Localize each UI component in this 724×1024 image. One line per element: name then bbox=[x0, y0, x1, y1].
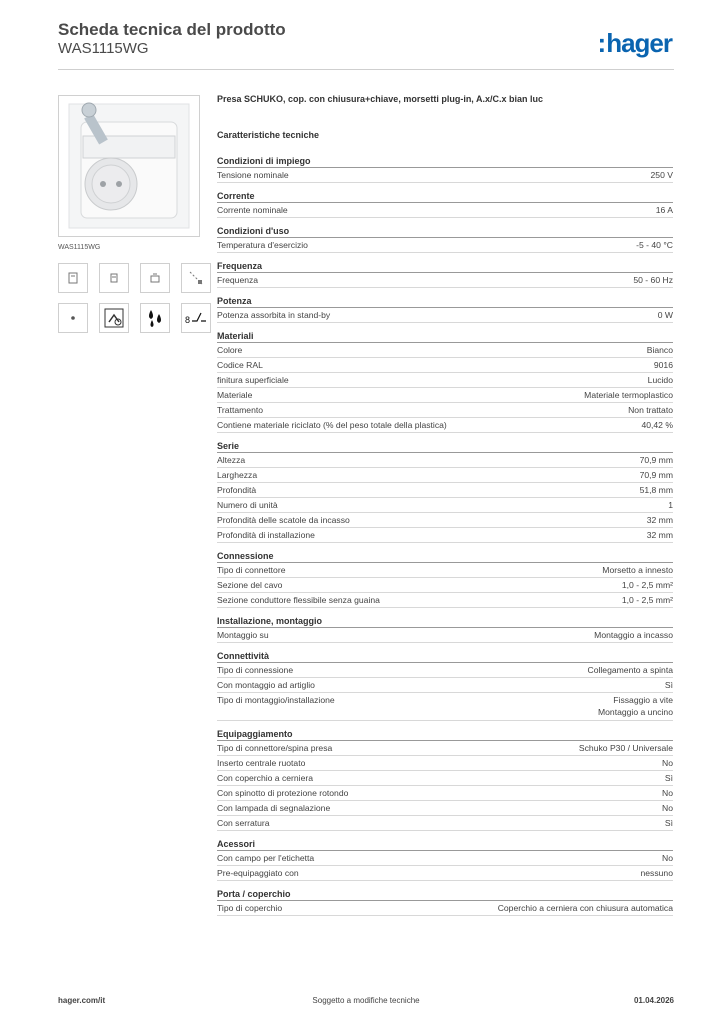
spec-section bbox=[217, 887, 673, 916]
spec-value bbox=[665, 771, 673, 785]
spec-label: Inserto centrale ruotato bbox=[217, 758, 306, 768]
spec-value-line: Sì bbox=[664, 818, 673, 828]
spec-value bbox=[579, 741, 673, 755]
spec-label: Frequenza bbox=[217, 275, 259, 285]
section-heading: Serie bbox=[217, 439, 673, 453]
spec-value-line: No bbox=[662, 758, 673, 768]
spec-row bbox=[217, 663, 673, 678]
spec-value bbox=[640, 468, 673, 482]
small-symbol-icon bbox=[58, 303, 88, 333]
spec-value-line: 1,0 - 2,5 mm² bbox=[621, 580, 673, 590]
image-caption: WAS1115WG bbox=[58, 244, 101, 251]
spec-label: finitura superficiale bbox=[217, 375, 289, 385]
spec-label: Colore bbox=[217, 345, 243, 355]
spec-value-line: 9016 bbox=[653, 360, 673, 370]
spec-value bbox=[641, 418, 673, 432]
feature-icons bbox=[58, 263, 198, 333]
spec-label: Con spinotto di protezione rotondo bbox=[217, 788, 349, 798]
spec-section bbox=[217, 259, 673, 288]
spec-row bbox=[217, 403, 673, 418]
spec-row bbox=[217, 901, 673, 916]
spec-value-line: Sì bbox=[664, 773, 673, 783]
mounting-type-icon bbox=[58, 263, 88, 293]
spec-label: Con campo per l'etichetta bbox=[217, 853, 315, 863]
tech-specs-title: Caratteristiche tecniche bbox=[217, 130, 320, 140]
spec-value bbox=[633, 273, 673, 287]
spec-value-line: No bbox=[662, 803, 673, 813]
spec-row bbox=[217, 693, 673, 721]
hager-logo[interactable]: :hager bbox=[597, 28, 672, 58]
spec-value-line: No bbox=[662, 788, 673, 798]
spec-row bbox=[217, 358, 673, 373]
footer-website-link[interactable]: hager.com/it bbox=[58, 996, 106, 1005]
spec-value-line: Non trattato bbox=[628, 405, 673, 415]
spec-value-line: 51,8 mm bbox=[639, 485, 673, 495]
spec-label: Tipo di montaggio/installazione bbox=[217, 695, 335, 705]
spec-value bbox=[656, 203, 673, 217]
spec-section bbox=[217, 224, 673, 253]
thermal-icon bbox=[99, 303, 129, 333]
spec-value-line: 16 A bbox=[655, 205, 673, 215]
spec-row bbox=[217, 528, 673, 543]
spec-label: Potenza assorbita in stand-by bbox=[217, 310, 331, 320]
spec-value bbox=[602, 563, 673, 577]
section-heading: Acessori bbox=[217, 837, 673, 851]
spec-label: Materiale bbox=[217, 390, 253, 400]
spec-row bbox=[217, 678, 673, 693]
spec-section bbox=[217, 294, 673, 323]
section-heading: Equipaggiamento bbox=[217, 727, 673, 741]
spec-row bbox=[217, 308, 673, 323]
spec-value-line: No bbox=[662, 853, 673, 863]
spec-label: Tipo di connettore bbox=[217, 565, 286, 575]
spec-value bbox=[640, 453, 673, 467]
spec-value-line: Fissaggio a vite bbox=[613, 695, 673, 705]
spec-row bbox=[217, 468, 673, 483]
spec-value-line: 0 W bbox=[657, 310, 673, 320]
section-heading: Condizioni d'uso bbox=[217, 224, 673, 238]
spec-value bbox=[647, 513, 673, 527]
spec-label: Con lampada di segnalazione bbox=[217, 803, 331, 813]
spec-row bbox=[217, 498, 673, 513]
frame-icon bbox=[99, 263, 129, 293]
spec-row bbox=[217, 203, 673, 218]
page-header bbox=[58, 20, 674, 70]
spec-value-line: Collegamento a spinta bbox=[587, 665, 673, 675]
spec-row bbox=[217, 513, 673, 528]
spec-value bbox=[636, 238, 673, 252]
spec-value bbox=[498, 901, 673, 915]
spec-label: Montaggio su bbox=[217, 630, 269, 640]
spec-value-line: Bianco bbox=[646, 345, 673, 355]
spec-value-line: nessuno bbox=[640, 868, 673, 878]
spec-value bbox=[622, 578, 673, 592]
spec-row bbox=[217, 453, 673, 468]
spec-value bbox=[651, 168, 673, 182]
spec-row bbox=[217, 801, 673, 816]
spec-section bbox=[217, 329, 673, 433]
spec-value bbox=[640, 483, 673, 497]
spec-section bbox=[217, 649, 673, 721]
section-heading: Frequenza bbox=[217, 259, 673, 273]
spec-label: Numero di unità bbox=[217, 500, 278, 510]
spec-value bbox=[654, 358, 673, 372]
spec-value bbox=[648, 373, 673, 387]
section-heading: Connessione bbox=[217, 549, 673, 563]
spec-value-line: Montaggio a incasso bbox=[594, 630, 673, 640]
spec-column bbox=[217, 94, 673, 922]
product-image bbox=[58, 95, 200, 237]
section-heading: Installazione, montaggio bbox=[217, 614, 673, 628]
spec-value bbox=[662, 756, 673, 770]
spec-row bbox=[217, 851, 673, 866]
spec-section bbox=[217, 614, 673, 643]
spec-value-line: 1,0 - 2,5 mm² bbox=[621, 595, 673, 605]
spec-row bbox=[217, 373, 673, 388]
product-description: Presa SCHUKO, cop. con chiusura+chiave, morsetti plug-in, A.x/C.x bian luc bbox=[217, 94, 543, 104]
spec-value bbox=[647, 528, 673, 542]
spec-row bbox=[217, 628, 673, 643]
spec-value-line: Materiale termoplastico bbox=[584, 390, 673, 400]
spec-section bbox=[217, 439, 673, 543]
spec-section bbox=[217, 154, 673, 183]
spec-label: Temperatura d'esercizio bbox=[217, 240, 308, 250]
spec-value-line: 40,42 % bbox=[641, 420, 673, 430]
spec-value-line: Montaggio a uncino bbox=[597, 707, 673, 717]
spec-label: Altezza bbox=[217, 455, 246, 465]
spec-value bbox=[662, 801, 673, 815]
spec-section bbox=[217, 837, 673, 881]
spec-value bbox=[584, 388, 673, 402]
spec-value bbox=[662, 786, 673, 800]
spec-label: Con montaggio ad artiglio bbox=[217, 680, 315, 690]
spec-value bbox=[641, 866, 674, 880]
socket-icon bbox=[140, 263, 170, 293]
spec-value-line: 50 - 60 Hz bbox=[633, 275, 673, 285]
section-heading: Potenza bbox=[217, 294, 673, 308]
spec-label: Contiene materiale riciclato (% del peso totale della plastica) bbox=[217, 420, 447, 430]
spec-label: Sezione del cavo bbox=[217, 580, 283, 590]
spec-value-line: Lucido bbox=[647, 375, 673, 385]
product-code: WAS1115WG bbox=[58, 40, 149, 57]
spec-value-line: 32 mm bbox=[646, 530, 673, 540]
spec-label: Tensione nominale bbox=[217, 170, 289, 180]
spec-value-line: 70,9 mm bbox=[639, 455, 673, 465]
spec-row bbox=[217, 418, 673, 433]
spec-label: Corrente nominale bbox=[217, 205, 288, 215]
spec-row bbox=[217, 168, 673, 183]
spec-row bbox=[217, 578, 673, 593]
spec-value-line: -5 - 40 °C bbox=[636, 240, 673, 250]
spec-label: Trattamento bbox=[217, 405, 264, 415]
section-heading: Materiali bbox=[217, 329, 673, 343]
spec-value-line: Schuko P30 / Universale bbox=[578, 743, 673, 753]
dimension-icon bbox=[181, 263, 211, 293]
spec-row bbox=[217, 786, 673, 801]
spec-label: Pre-equipaggiato con bbox=[217, 868, 299, 878]
svg-text:8: 8 bbox=[185, 315, 191, 325]
spec-label: Sezione conduttore flessibile senza guaina bbox=[217, 595, 380, 605]
page-title: Scheda tecnica del prodotto bbox=[58, 20, 286, 39]
left-column bbox=[58, 95, 198, 333]
spec-label: Profondità delle scatole da incasso bbox=[217, 515, 350, 525]
section-heading: Corrente bbox=[217, 189, 673, 203]
footer-disclaimer: Soggetto a modifiche tecniche bbox=[312, 996, 420, 1005]
spec-value bbox=[658, 308, 673, 322]
spec-row bbox=[217, 816, 673, 831]
spec-value bbox=[647, 343, 673, 357]
section-heading: Connettività bbox=[217, 649, 673, 663]
spec-row bbox=[217, 756, 673, 771]
spec-value bbox=[587, 663, 673, 677]
spec-value bbox=[628, 403, 673, 417]
spec-value-line: Coperchio a cerniera con chiusura automatica bbox=[497, 903, 673, 913]
section-heading: Condizioni di impiego bbox=[217, 154, 673, 168]
spec-row bbox=[217, 483, 673, 498]
spec-row bbox=[217, 563, 673, 578]
spec-row bbox=[217, 343, 673, 358]
spec-row bbox=[217, 741, 673, 756]
spec-label: Codice RAL bbox=[217, 360, 263, 370]
spec-sections bbox=[217, 154, 673, 916]
spec-value-line: 32 mm bbox=[646, 515, 673, 525]
spec-label: Tipo di coperchio bbox=[217, 903, 283, 913]
spec-label: Larghezza bbox=[217, 470, 258, 480]
spec-section bbox=[217, 189, 673, 218]
spec-value-line: 70,9 mm bbox=[639, 470, 673, 480]
spec-value-line: 250 V bbox=[650, 170, 673, 180]
spec-row bbox=[217, 593, 673, 608]
spec-label: Profondità di installazione bbox=[217, 530, 315, 540]
spec-section bbox=[217, 727, 673, 831]
footer-date: 01.04.2026 bbox=[633, 996, 674, 1005]
spec-label: Con serratura bbox=[217, 818, 270, 828]
spec-label: Profondità bbox=[217, 485, 257, 495]
spec-value bbox=[665, 816, 673, 830]
spec-value-line: Morsetto a innesto bbox=[602, 565, 673, 575]
section-heading: Porta / coperchio bbox=[217, 887, 673, 901]
spec-row bbox=[217, 388, 673, 403]
spec-value bbox=[622, 593, 673, 607]
spec-label: Tipo di connettore/spina presa bbox=[217, 743, 333, 753]
spec-row bbox=[217, 238, 673, 253]
spec-value-line: Sì bbox=[664, 680, 673, 690]
spec-label: Tipo di connessione bbox=[217, 665, 294, 675]
spec-section bbox=[217, 549, 673, 608]
spec-value bbox=[598, 694, 673, 718]
spring-terminal-icon bbox=[181, 303, 211, 333]
spec-label: Con coperchio a cerniera bbox=[217, 773, 314, 783]
spec-value bbox=[662, 851, 673, 865]
spec-value bbox=[594, 628, 673, 642]
spec-value-line: 1 bbox=[668, 500, 673, 510]
spec-row bbox=[217, 771, 673, 786]
splash-proof-icon bbox=[140, 303, 170, 333]
spec-row bbox=[217, 866, 673, 881]
spec-value bbox=[665, 678, 673, 692]
spec-value bbox=[668, 498, 673, 512]
spec-row bbox=[217, 273, 673, 288]
